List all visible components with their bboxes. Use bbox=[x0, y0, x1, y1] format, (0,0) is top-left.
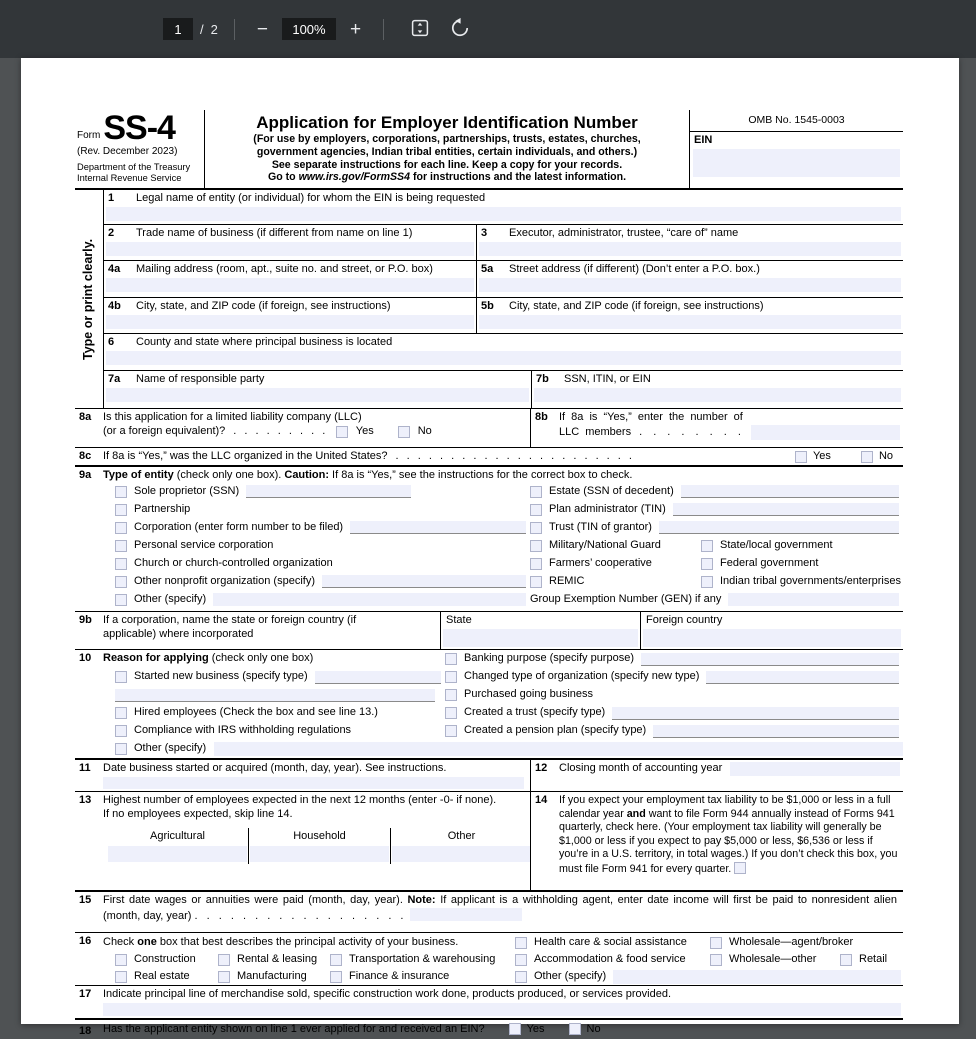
line10-heading: Reason for applying (check only one box) bbox=[103, 652, 314, 665]
dot-leader: . . . . . . . . . . . . . . . . . . . . . . bbox=[395, 449, 635, 462]
line15-text: First date wages or annuities were paid (month, day, year). Note: If applicant is a withholding agent, enter date income will first be paid to nonresident alien (month, day, year) . . . . . . . . . . . . . . . . . . bbox=[103, 894, 897, 922]
line8a-no-checkbox[interactable] bbox=[398, 426, 410, 438]
reason-option: Created a pension plan (specify type) bbox=[445, 724, 903, 738]
line16-number: 16 bbox=[79, 935, 92, 947]
line9a-row bbox=[75, 467, 903, 612]
form-revision: (Rev. December 2023) bbox=[77, 145, 178, 157]
line11-label: Date business started or acquired (month, day, year). See instructions. bbox=[103, 762, 447, 774]
activity-transportation-checkbox[interactable] bbox=[330, 954, 342, 966]
entity-right-column bbox=[530, 483, 903, 609]
dept-line2: Internal Revenue Service bbox=[77, 173, 182, 184]
activity-wholesale-agent-checkbox[interactable] bbox=[710, 937, 722, 949]
page-separator: / bbox=[200, 21, 204, 37]
line8c-label: If 8a is “Yes,” was the LLC organized in the United States? bbox=[103, 449, 388, 462]
omb-number: OMB No. 1545-0003 bbox=[690, 110, 903, 132]
activity-construction-checkbox[interactable] bbox=[115, 954, 127, 966]
line5a-number: 5a bbox=[481, 263, 494, 275]
entity-option: Corporation (enter form number to be filed) bbox=[103, 519, 530, 537]
line8c-yes-checkbox[interactable] bbox=[795, 451, 807, 463]
reason-banking-checkbox[interactable] bbox=[445, 653, 457, 665]
line8b-label2: LLC members bbox=[559, 426, 632, 438]
form-title-block bbox=[205, 110, 690, 188]
line8a-label1: Is this application for a limited liability company (LLC) bbox=[103, 411, 362, 423]
activity-other-checkbox[interactable] bbox=[515, 971, 527, 983]
line2-3-row bbox=[104, 225, 903, 261]
line17-row bbox=[75, 986, 903, 1020]
line3-label: Executor, administrator, trustee, “care of” name bbox=[509, 227, 739, 239]
line16-heading: Check one box that best describes the principal activity of your business. bbox=[103, 935, 459, 948]
entity-estate-checkbox[interactable] bbox=[530, 486, 542, 498]
activity-option: Wholesale—agent/broker bbox=[710, 936, 853, 950]
line8a-8b-row bbox=[75, 408, 903, 448]
household-field[interactable] bbox=[250, 846, 389, 862]
line7a-field[interactable] bbox=[106, 388, 529, 402]
line5b-number: 5b bbox=[481, 300, 494, 312]
line18-yes-checkbox[interactable] bbox=[509, 1023, 521, 1035]
agricultural-header: Agricultural bbox=[149, 829, 206, 842]
reason-created-trust-field[interactable] bbox=[612, 707, 899, 720]
entity-option: Other nonprofit organization (specify) bbox=[103, 573, 530, 591]
line3-number: 3 bbox=[481, 227, 488, 239]
entity-corporation-field[interactable] bbox=[350, 521, 526, 534]
line15-number: 15 bbox=[79, 894, 92, 906]
dot-leader: . . . . . . . . bbox=[639, 426, 744, 438]
activity-option: Construction bbox=[115, 953, 218, 967]
line6-row bbox=[104, 334, 903, 371]
line1-field[interactable] bbox=[106, 207, 901, 221]
line18-label: Has the applicant entity shown on line 1 ever applied for and received an EIN? bbox=[103, 1023, 485, 1035]
line12-number: 12 bbox=[535, 762, 548, 774]
activity-option: Accommodation & food service bbox=[515, 953, 710, 967]
line5a-label: Street address (if different) (Don’t enter a P.O. box.) bbox=[509, 263, 760, 275]
entity-left-column bbox=[103, 483, 530, 609]
line9a-heading: Type of entity (check only one box). Caution: If 8a is “Yes,” see the instructions for the correct box to check. bbox=[103, 469, 633, 481]
state-field[interactable] bbox=[443, 629, 638, 647]
zoom-out-button[interactable]: − bbox=[251, 20, 274, 39]
line14-text: If you expect your employment tax liability to be $1,000 or less in a full calendar year and want to file Form 944 annually instead of Forms 941 quarterly, check here. (Your employment tax liability will generally be $1,000 or less if you expect to pay $5,000 or less, $6,536 or less if you’re in a U.S. territory, in total wages.) If you don’t check this box, you must file Form 941 for every quarter. bbox=[559, 794, 898, 875]
toolbar-divider bbox=[234, 19, 235, 40]
line13-number: 13 bbox=[79, 794, 92, 806]
entity-church-checkbox[interactable] bbox=[115, 558, 127, 570]
line13-14-row bbox=[75, 792, 903, 892]
line8a-label2: (or a foreign equivalent)? bbox=[103, 424, 226, 437]
state-label: State bbox=[446, 614, 472, 626]
reason-option: Changed type of organization (specify new type) bbox=[445, 670, 903, 684]
line8c-number: 8c bbox=[79, 449, 92, 462]
form-header bbox=[75, 110, 903, 190]
reason-banking-field[interactable] bbox=[641, 653, 899, 666]
line9a-number: 9a bbox=[79, 469, 92, 481]
line11-field[interactable] bbox=[103, 777, 524, 789]
entity-trust-field[interactable] bbox=[659, 521, 899, 534]
activity-option: Transportation & warehousing bbox=[330, 953, 515, 967]
toolbar-divider bbox=[383, 19, 384, 40]
line9b-label2: applicable) where incorporated bbox=[103, 627, 254, 640]
line8a-yes-label: Yes bbox=[355, 424, 374, 437]
line18-no-label: No bbox=[586, 1023, 601, 1035]
reason-other-field[interactable] bbox=[214, 742, 903, 756]
entity-option: Trust (TIN of grantor) bbox=[530, 519, 903, 537]
entity-plan-admin-checkbox[interactable] bbox=[530, 504, 542, 516]
entity-federal-gov-checkbox[interactable] bbox=[701, 558, 713, 570]
line4a-label: Mailing address (room, apt., suite no. and street, or P.O. box) bbox=[136, 263, 433, 275]
form-subtitle3: See separate instructions for each line. Keep a copy for your records. bbox=[271, 158, 623, 171]
line5b-label: City, state, and ZIP code (if foreign, see instructions) bbox=[509, 300, 764, 312]
entity-option: Plan administrator (TIN) bbox=[530, 501, 903, 519]
name-address-section bbox=[81, 190, 903, 408]
entity-estate-field[interactable] bbox=[681, 485, 899, 498]
ein-field[interactable] bbox=[693, 149, 900, 177]
agricultural-field[interactable] bbox=[108, 846, 247, 862]
reason-option: Other (specify) bbox=[103, 740, 903, 758]
entity-option: Military/National Guard State/local government bbox=[530, 537, 903, 555]
activity-option: Other (specify) bbox=[515, 970, 903, 984]
line11-number: 11 bbox=[79, 762, 91, 774]
form-subtitle4: Go to www.irs.gov/FormSS4 for instructions and the latest information. bbox=[267, 171, 627, 184]
rotate-button[interactable] bbox=[449, 17, 471, 42]
ein-label: EIN bbox=[694, 134, 713, 146]
line8a-no-label: No bbox=[417, 424, 432, 437]
reason-hired-employees-checkbox[interactable] bbox=[115, 707, 127, 719]
page-total: 2 bbox=[210, 21, 218, 37]
reason-created-trust-checkbox[interactable] bbox=[445, 707, 457, 719]
fit-to-page-icon bbox=[409, 17, 431, 42]
entity-other-checkbox[interactable] bbox=[115, 594, 127, 606]
other-header: Other bbox=[447, 829, 476, 842]
line14-number: 14 bbox=[535, 794, 548, 806]
entity-other-field[interactable] bbox=[213, 593, 526, 606]
omb-ein-block bbox=[690, 110, 903, 188]
type-or-print-caption: Type or print clearly. bbox=[81, 238, 96, 360]
line16-row bbox=[75, 933, 903, 986]
line8a-yes-checkbox[interactable] bbox=[336, 426, 348, 438]
entity-option: Estate (SSN of decedent) bbox=[530, 483, 903, 501]
line14-checkbox[interactable] bbox=[734, 862, 746, 874]
activity-real-estate-checkbox[interactable] bbox=[115, 971, 127, 983]
reason-new-business-checkbox[interactable] bbox=[115, 671, 127, 683]
line1-number: 1 bbox=[108, 192, 115, 204]
line18-no-checkbox[interactable] bbox=[569, 1023, 581, 1035]
line4a-5a-row bbox=[104, 261, 903, 298]
form-ss4 bbox=[75, 109, 903, 1037]
activity-wholesale-other-checkbox[interactable] bbox=[710, 954, 722, 966]
entity-option: Sole proprietor (SSN) bbox=[103, 483, 530, 501]
line1-label: Legal name of entity (or individual) for whom the EIN is being requested bbox=[136, 192, 486, 204]
irs-url: www.irs.gov/FormSS4 bbox=[298, 171, 411, 184]
activity-other-field[interactable] bbox=[613, 970, 901, 984]
line13-label1: Highest number of employees expected in the next 12 months (enter -0- if none). bbox=[103, 794, 497, 806]
line7-row bbox=[104, 371, 903, 408]
line12-field[interactable] bbox=[730, 762, 900, 776]
entity-option: Church or church-controlled organization bbox=[103, 555, 530, 573]
foreign-country-field[interactable] bbox=[643, 629, 901, 647]
entity-farmers-coop-checkbox[interactable] bbox=[530, 558, 542, 570]
rotate-icon bbox=[449, 17, 471, 42]
activity-option: Real estate bbox=[115, 970, 218, 984]
activity-option: Manufacturing bbox=[218, 970, 330, 984]
line18-yes-label: Yes bbox=[526, 1023, 545, 1035]
activity-manufacturing-checkbox[interactable] bbox=[218, 971, 230, 983]
reason-changed-type-checkbox[interactable] bbox=[445, 671, 457, 683]
activity-option: Wholesale—other bbox=[710, 953, 840, 967]
line7a-number: 7a bbox=[108, 373, 121, 385]
line9b-label1: If a corporation, name the state or foreign country (if bbox=[103, 614, 357, 626]
dept-line1: Department of the Treasury bbox=[77, 162, 191, 173]
line7a-label: Name of responsible party bbox=[136, 373, 265, 385]
line8a-number: 8a bbox=[79, 411, 92, 423]
entity-plan-admin-field[interactable] bbox=[673, 503, 899, 516]
entity-option: Other (specify) bbox=[103, 591, 530, 609]
activity-option: Rental & leasing bbox=[218, 953, 330, 967]
reason-new-business-field2[interactable] bbox=[115, 689, 435, 702]
line7b-field[interactable] bbox=[534, 388, 901, 402]
line8b-number: 8b bbox=[535, 411, 548, 423]
activity-option: Health care & social assistance bbox=[515, 936, 710, 950]
reason-changed-type-field[interactable] bbox=[706, 671, 899, 684]
line13-label2: If no employees expected, skip line 14. bbox=[103, 807, 293, 820]
line6-field[interactable] bbox=[106, 351, 901, 365]
line12-label: Closing month of accounting year bbox=[559, 762, 723, 774]
gen-field[interactable] bbox=[728, 593, 899, 606]
line15-field[interactable] bbox=[410, 908, 522, 921]
reason-option: Hired employees (Check the box and see line 13.) bbox=[103, 706, 445, 720]
department-lines bbox=[77, 162, 200, 183]
form-word: Form bbox=[77, 130, 101, 142]
activity-finance-checkbox[interactable] bbox=[330, 971, 342, 983]
activity-healthcare-checkbox[interactable] bbox=[515, 937, 527, 949]
activity-retail-checkbox[interactable] bbox=[840, 954, 852, 966]
line6-label: County and state where principal business is located bbox=[136, 336, 393, 348]
line17-number: 17 bbox=[79, 988, 92, 1000]
toolbar-controls bbox=[163, 17, 480, 42]
line8c-no-checkbox[interactable] bbox=[861, 451, 873, 463]
line4b-5b-row bbox=[104, 298, 903, 334]
entity-state-local-checkbox[interactable] bbox=[701, 540, 713, 552]
form-number: SS-4 bbox=[103, 109, 175, 147]
entity-corporation-checkbox[interactable] bbox=[115, 522, 127, 534]
line4b-label: City, state, and ZIP code (if foreign, see instructions) bbox=[136, 300, 391, 312]
line15-row bbox=[75, 892, 903, 933]
line11-12-row bbox=[75, 760, 903, 792]
line2-number: 2 bbox=[108, 227, 115, 239]
gen-line bbox=[530, 591, 903, 609]
activity-rental-checkbox[interactable] bbox=[218, 954, 230, 966]
form-subtitle2: government agencies, Indian tribal entities, certain individuals, and others.) bbox=[256, 145, 638, 158]
entity-other-nonprofit-field[interactable] bbox=[322, 575, 526, 588]
viewer-toolbar bbox=[0, 0, 976, 58]
reason-pension-plan-field[interactable] bbox=[653, 725, 899, 738]
line5b-field[interactable] bbox=[479, 315, 901, 329]
line3-field[interactable] bbox=[479, 242, 901, 256]
employee-columns bbox=[107, 828, 532, 865]
line4a-field[interactable] bbox=[106, 278, 474, 292]
line10-number: 10 bbox=[79, 652, 92, 664]
entity-option: Partnership bbox=[103, 501, 530, 519]
line18-row bbox=[75, 1020, 903, 1037]
zoom-in-button[interactable]: + bbox=[344, 20, 367, 39]
other-field[interactable] bbox=[392, 846, 531, 862]
line10-row bbox=[75, 650, 903, 760]
line8c-row bbox=[75, 448, 903, 467]
reason-pension-plan-checkbox[interactable] bbox=[445, 725, 457, 737]
form-subtitle1: (For use by employers, corporations, partnerships, trusts, estates, churches, bbox=[253, 132, 641, 145]
entity-sole-proprietor-field[interactable] bbox=[246, 485, 411, 498]
line5a-field[interactable] bbox=[479, 278, 901, 292]
pdf-page bbox=[21, 58, 959, 1037]
line9b-row bbox=[75, 612, 903, 650]
line6-number: 6 bbox=[108, 336, 115, 348]
reason-new-business-field[interactable] bbox=[315, 671, 441, 684]
dot-leader: . . . . . . . . . . . . . . . . . . bbox=[194, 909, 407, 922]
reason-option: Compliance with IRS withholding regulations bbox=[103, 724, 445, 738]
line4a-number: 4a bbox=[108, 263, 121, 275]
form-id-block bbox=[75, 110, 205, 188]
entity-other-nonprofit-checkbox[interactable] bbox=[115, 576, 127, 588]
zoom-level-input[interactable]: 100% bbox=[282, 18, 336, 40]
line2-field[interactable] bbox=[106, 242, 474, 256]
line8b-label1: If 8a is “Yes,” enter the number of bbox=[559, 411, 743, 423]
line7b-number: 7b bbox=[536, 373, 549, 385]
entity-option: Farmers’ cooperative Federal government bbox=[530, 555, 903, 573]
entity-personal-service-checkbox[interactable] bbox=[115, 540, 127, 552]
entity-sole-proprietor-checkbox[interactable] bbox=[115, 486, 127, 498]
entity-option: Personal service corporation bbox=[103, 537, 530, 555]
activity-option: Retail bbox=[840, 953, 887, 967]
foreign-country-label: Foreign country bbox=[646, 614, 723, 626]
entity-partnership-checkbox[interactable] bbox=[115, 504, 127, 516]
line2-label: Trade name of business (if different from name on line 1) bbox=[136, 227, 413, 239]
line17-field[interactable] bbox=[103, 1003, 901, 1016]
entity-option: REMIC Indian tribal governments/enterprises bbox=[530, 573, 903, 591]
line8c-no-label: No bbox=[878, 449, 893, 462]
line8b-field[interactable] bbox=[751, 425, 900, 440]
entity-trust-checkbox[interactable] bbox=[530, 522, 542, 534]
reason-option: Started new business (specify type) bbox=[103, 670, 445, 684]
line7b-label: SSN, ITIN, or EIN bbox=[564, 373, 651, 385]
reason-option: Created a trust (specify type) bbox=[445, 706, 903, 720]
reason-continuation bbox=[103, 689, 445, 702]
household-header: Household bbox=[293, 829, 346, 842]
line4b-number: 4b bbox=[108, 300, 121, 312]
line9b-number: 9b bbox=[79, 614, 92, 626]
activity-option: Finance & insurance bbox=[330, 970, 515, 984]
form-title: Application for Employer Identification Number bbox=[256, 113, 638, 132]
entity-remic-checkbox[interactable] bbox=[530, 576, 542, 588]
reason-option: Purchased going business bbox=[445, 688, 903, 702]
entity-military-checkbox[interactable] bbox=[530, 540, 542, 552]
page-number-input[interactable]: 1 bbox=[163, 18, 193, 40]
activity-accommodation-checkbox[interactable] bbox=[515, 954, 527, 966]
line17-label: Indicate principal line of merchandise sold, specific construction work done, products produced, or services provided. bbox=[103, 988, 672, 1000]
line1-row bbox=[104, 190, 903, 225]
fit-to-page-button[interactable] bbox=[409, 17, 431, 42]
line18-number: 18 bbox=[79, 1025, 92, 1037]
entity-tribal-checkbox[interactable] bbox=[701, 576, 713, 588]
line4b-field[interactable] bbox=[106, 315, 474, 329]
dot-leader: . . . . . . . . . bbox=[233, 424, 328, 437]
reason-other-checkbox[interactable] bbox=[115, 743, 127, 755]
gen-label: Group Exemption Number (GEN) if any bbox=[530, 592, 722, 605]
reason-purchased-checkbox[interactable] bbox=[445, 689, 457, 701]
line8c-yes-label: Yes bbox=[812, 449, 831, 462]
reason-compliance-checkbox[interactable] bbox=[115, 725, 127, 737]
reason-option: Banking purpose (specify purpose) bbox=[445, 652, 903, 666]
